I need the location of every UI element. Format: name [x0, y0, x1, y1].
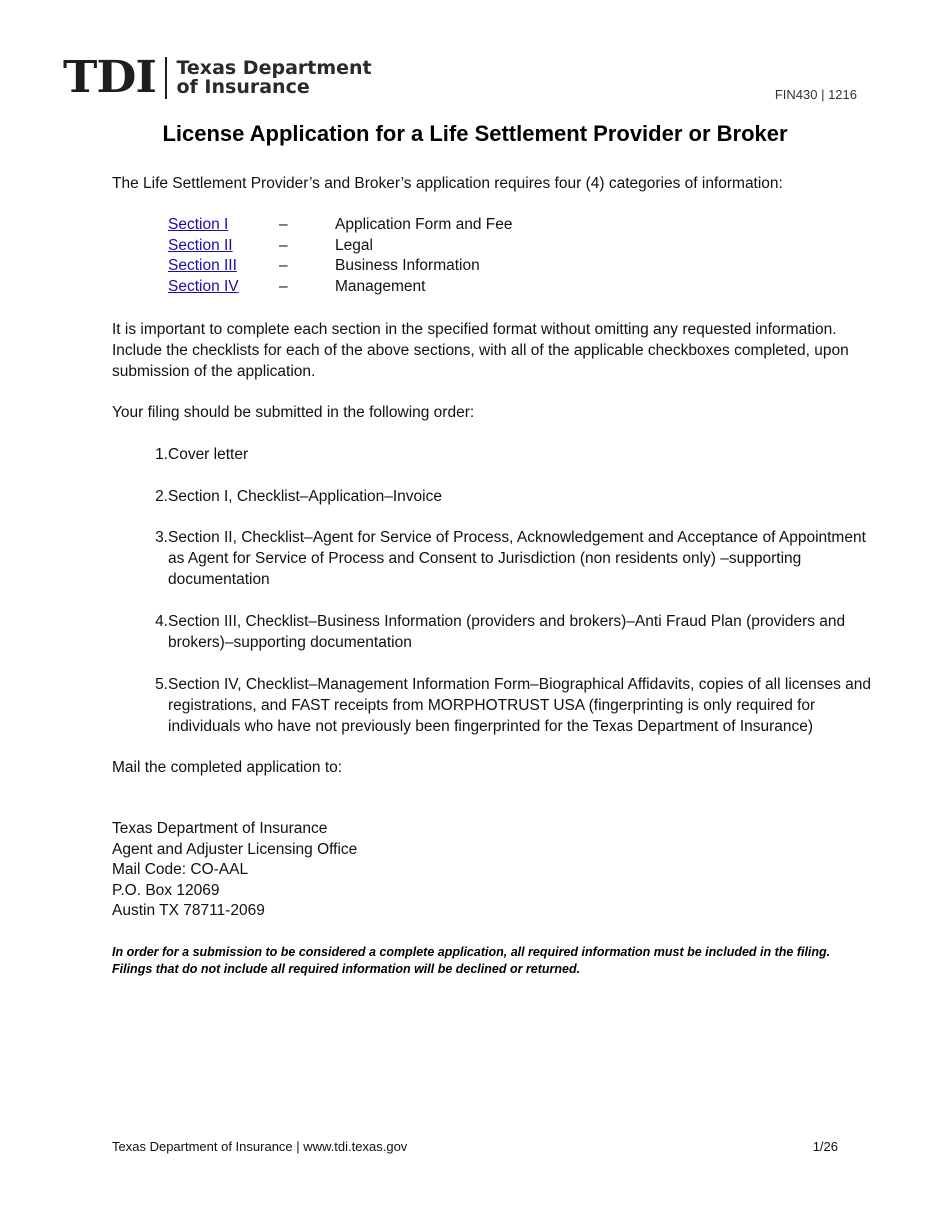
logo-line-2: of Insurance: [176, 76, 310, 98]
page-number: 1/26: [812, 1139, 838, 1154]
list-text: Section I, Checklist–Application–Invoice: [168, 488, 442, 505]
section-iv-link[interactable]: Section IV: [168, 277, 239, 295]
intro-text: The Life Settlement Provider’s and Broker’s application requires four (4) categories of information:: [112, 175, 783, 192]
section-iii-link[interactable]: Section III: [168, 257, 237, 275]
logo-text: [176, 59, 371, 97]
list-number: 4.: [155, 613, 168, 630]
logo-mark: TDI: [63, 52, 156, 103]
tdi-logo: [63, 52, 372, 103]
section-ii-link[interactable]: Section II: [168, 236, 233, 254]
section-row: [168, 256, 512, 277]
list-text: Section III, Checklist–Business Information (providers and brokers)–Anti Fraud Plan (providers and brokers)–supporting documentation: [168, 613, 846, 651]
list-number: 5.: [155, 676, 168, 693]
form-code: FIN430 | 1216: [774, 87, 857, 102]
address-line: Agent and Adjuster Licensing Office: [112, 840, 358, 858]
section-i-link[interactable]: Section I: [168, 216, 229, 233]
section-dash: –: [279, 216, 288, 233]
list-text: Cover letter: [168, 446, 249, 463]
section-row: [168, 215, 512, 236]
section-description: Application Form and Fee: [335, 216, 513, 233]
address-line: P.O. Box 12069: [112, 881, 220, 899]
list-text: Section IV, Checklist–Management Information Form–Biographical Affidavits, copies of all licenses and registrations, and FAST receipts from MORPHOTRUST USA (fingerprinting is only required for individuals who have not previously been fingerprinted for the Texas Department of Insurance): [168, 676, 872, 735]
list-item: [112, 444, 872, 465]
address-line: Mail Code: CO-AAL: [112, 861, 249, 879]
address-line: Texas Department of Insurance: [112, 820, 328, 837]
section-dash: –: [279, 236, 288, 254]
page-title: License Application for a Life Settlement Provider or Broker: [162, 121, 788, 146]
list-item: [112, 611, 872, 653]
section-description: Legal: [335, 236, 373, 254]
section-description: Business Information: [335, 257, 480, 275]
instructions-paragraph: It is important to complete each section in the specified format without omitting any requested information. Include the checklists for each of the above sections, with all of the applicable checkboxes completed, upon submission of the application.: [112, 321, 849, 380]
section-row: [168, 236, 512, 257]
list-text: Section II, Checklist–Agent for Service of Process, Acknowledgement and Acceptance of Appointment as Agent for Service of Process and Consent to Jurisdiction (non residents only) –supporting documentation: [168, 529, 866, 588]
section-description: Management: [335, 277, 426, 295]
logo-divider: [165, 57, 167, 99]
list-number: 3.: [155, 529, 168, 546]
section-dash: –: [279, 257, 288, 275]
completeness-notice: In order for a submission to be considered a complete application, all required information must be included in the filing. Filings that do not include all required information will be declined or returned.: [112, 945, 831, 976]
logo-line-1: Texas Department: [176, 57, 372, 79]
address-line: Austin TX 78711-2069: [112, 902, 265, 920]
list-number: 2.: [155, 488, 168, 505]
mailing-address: [112, 819, 357, 922]
section-row: [168, 277, 512, 298]
section-list: [168, 215, 512, 297]
list-item: [112, 486, 872, 507]
section-dash: –: [279, 277, 288, 295]
list-item: [112, 674, 872, 737]
list-number: 1.: [155, 446, 168, 463]
list-item: [112, 527, 872, 590]
order-intro: Your filing should be submitted in the following order:: [112, 404, 475, 421]
mail-intro: Mail the completed application to:: [112, 759, 343, 776]
footer-text: Texas Department of Insurance | www.tdi.texas.gov: [112, 1139, 408, 1154]
